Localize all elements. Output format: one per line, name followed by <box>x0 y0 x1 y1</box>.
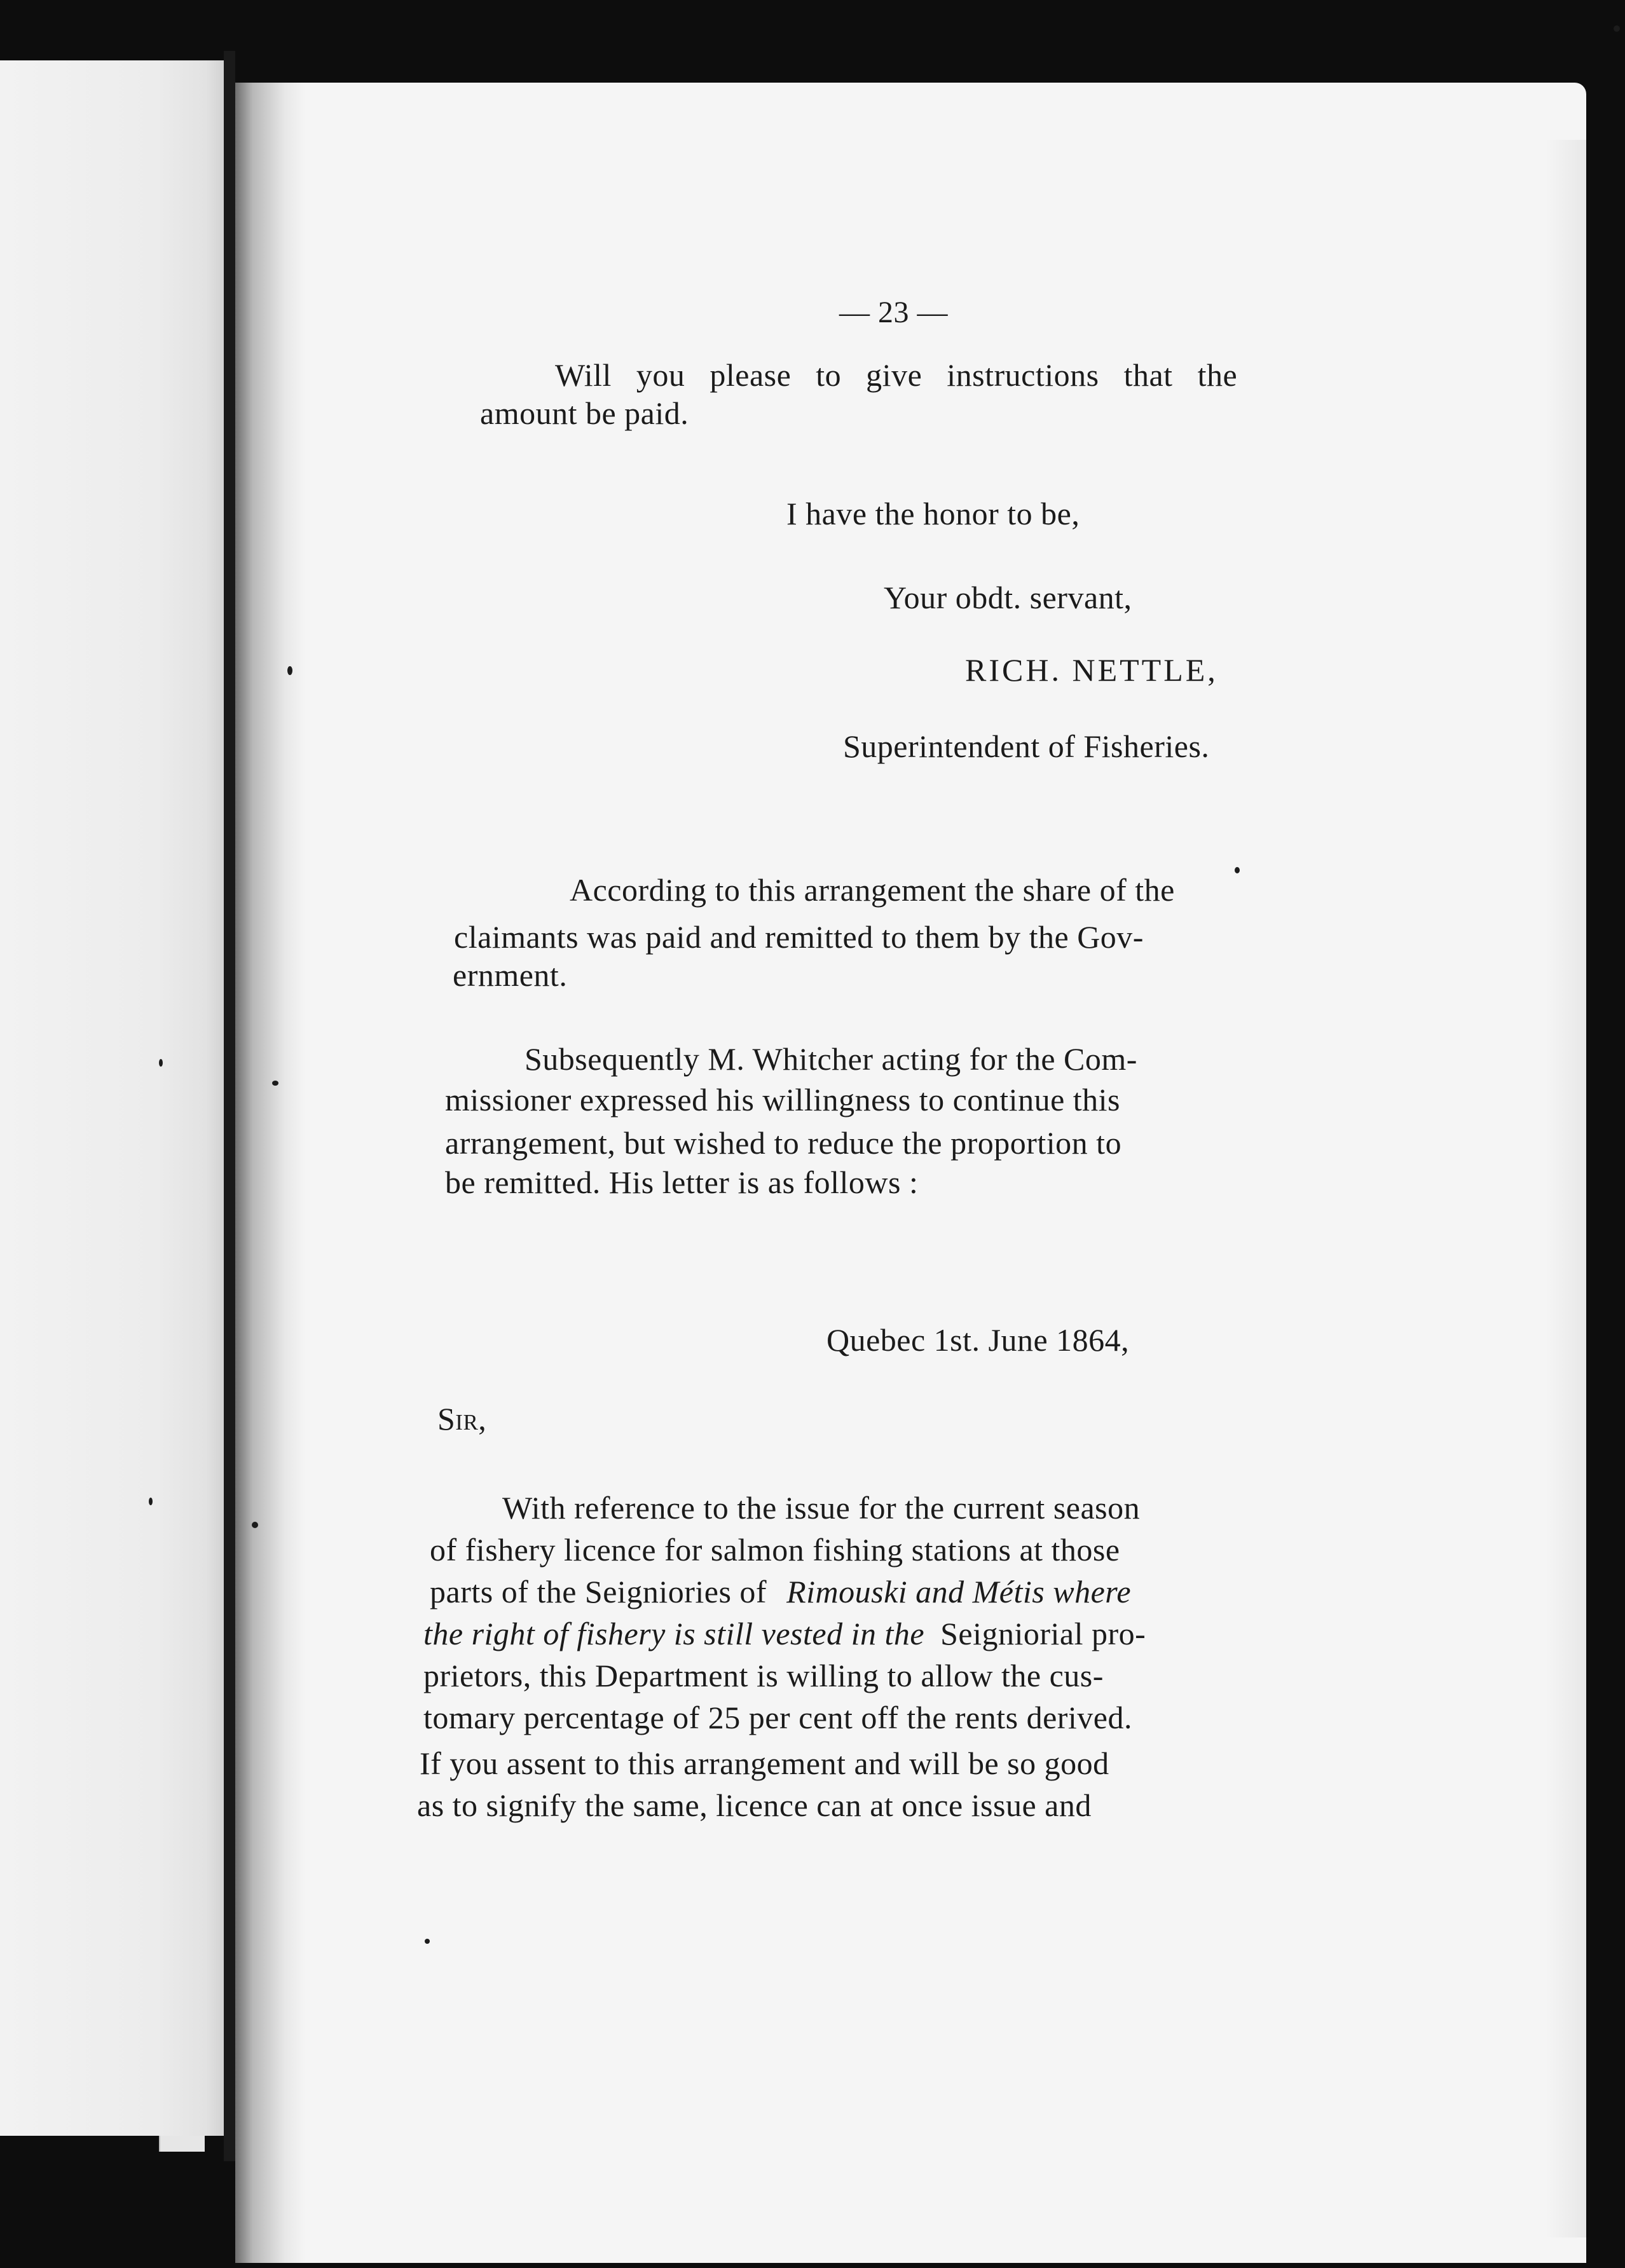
letter-body-line: With reference to the issue for the current season <box>502 1490 1141 1526</box>
letter-body-line: as to signify the same, licence can at once issue and <box>417 1787 1092 1823</box>
scan-speck <box>159 1059 163 1067</box>
scan-speck <box>425 1939 430 1944</box>
letter-closing: I have the honor to be, <box>786 496 1080 531</box>
page-number: — 23 — <box>839 296 948 329</box>
italic-text: Rimouski and Métis where <box>786 1574 1132 1609</box>
left-page <box>0 60 224 2136</box>
scan-speck <box>252 1522 258 1528</box>
letter-body-line: tomary percentage of 25 per cent off the rents derived. <box>423 1700 1132 1735</box>
letter-body-line: Will you please to give instructions that the <box>555 357 1238 393</box>
gutter-shadow <box>235 83 305 2263</box>
letter-dateline: Quebec 1st. June 1864, <box>826 1322 1130 1358</box>
paragraph-line: According to this arrangement the share of the <box>570 872 1175 908</box>
paragraph-line: Subsequently M. Whitcher acting for the Com- <box>525 1041 1137 1077</box>
paragraph-line: claimants was paid and remitted to them by the Gov- <box>454 919 1144 955</box>
paragraph-line: arrangement, but wished to reduce the proportion to <box>445 1125 1122 1161</box>
letter-salutation: Sir, <box>437 1401 487 1437</box>
scan-speck <box>287 666 292 675</box>
letter-valediction: Your obdt. servant, <box>884 580 1132 615</box>
scan-speck <box>1614 25 1620 32</box>
letter-body-line <box>430 1570 1131 1613</box>
scan-speck <box>149 1498 153 1505</box>
signatory-title: Superintendent of Fisheries. <box>843 728 1210 764</box>
paragraph-line: ernment. <box>453 957 568 993</box>
letter-body-line: If you assent to this arrangement and will be so good <box>420 1745 1109 1781</box>
roman-text: parts of the Seigniories of <box>430 1574 767 1609</box>
letter-signature: RICH. NETTLE, <box>965 652 1218 688</box>
letter-body-line: of fishery licence for salmon fishing stations at those <box>430 1532 1120 1568</box>
scan-speck <box>1235 867 1240 873</box>
book-gutter <box>224 51 235 2161</box>
roman-text: Seigniorial pro- <box>940 1616 1146 1651</box>
letter-body-line: prietors, this Department is willing to allow the cus- <box>423 1658 1104 1693</box>
italic-text: the right of fishery is still vested in the <box>423 1616 925 1651</box>
letter-body-line <box>423 1612 1146 1655</box>
paragraph-line: be remitted. His letter is as follows : <box>445 1165 919 1200</box>
scan-speck <box>272 1081 278 1086</box>
page-edge-shadow <box>1545 140 1589 2237</box>
letter-body-line: amount be paid. <box>480 395 689 431</box>
paragraph-line: missioner expressed his willingness to continue this <box>445 1082 1121 1117</box>
